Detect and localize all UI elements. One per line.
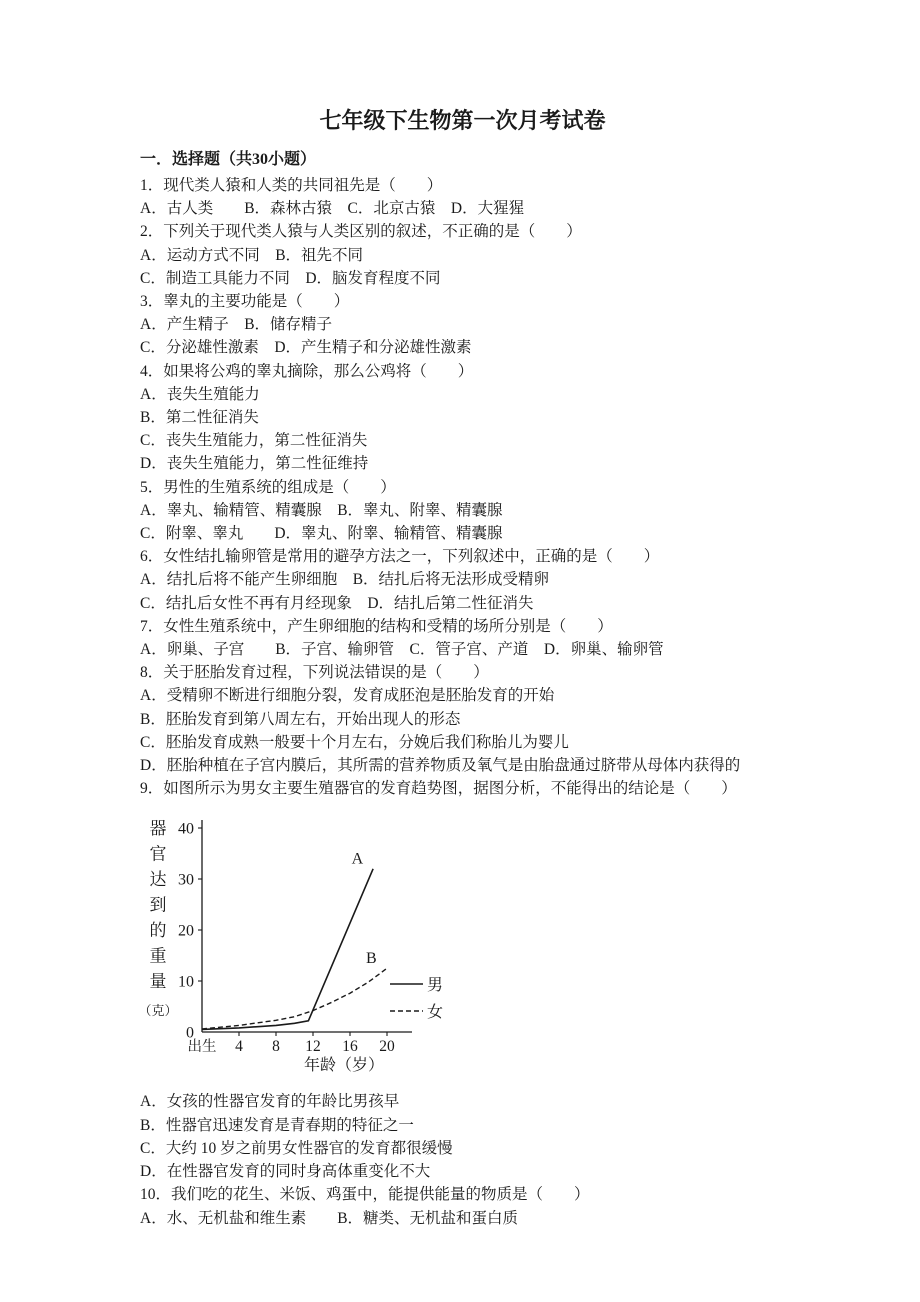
question-line: 7．女性生殖系统中，产生卵细胞的结构和受精的场所分别是（ ） — [140, 617, 613, 635]
option-line: C．丧失生殖能力，第二性征消失 — [140, 432, 368, 450]
y-axis-title-char: 的 — [149, 921, 167, 941]
question-line: 4．如果将公鸡的睾丸摘除，那么公鸡将（ ） — [140, 362, 474, 380]
y-tick-label: 20 — [178, 922, 194, 940]
option-line: B．胚胎发育到第八周左右，开始出现人的形态 — [140, 710, 461, 728]
y-axis-unit: （克） — [140, 1003, 178, 1019]
option-line: A．古人类 B．森林古猿 C．北京古猿 D．大猩猩 — [140, 200, 525, 218]
option-line: C．制造工具能力不同 D．脑发育程度不同 — [140, 269, 441, 287]
x-tick-label: 12 — [305, 1038, 321, 1056]
x-axis-title: 年龄（岁） — [303, 1057, 385, 1075]
option-line: D．丧失生殖能力，第二性征维持 — [140, 455, 369, 473]
document-title: 七年级下生物第一次月考试卷 — [319, 108, 606, 133]
option-line: C．胚胎发育成熟一般要十个月左右，分娩后我们称胎儿为婴儿 — [140, 733, 569, 751]
y-tick-label: 0 — [186, 1024, 194, 1042]
y-axis-title-char: 器 — [149, 819, 167, 839]
x-tick-label: 16 — [342, 1038, 358, 1056]
y-tick-label: 40 — [178, 820, 194, 838]
y-axis-title-char: 重 — [149, 946, 167, 966]
questions-block-after-chart — [140, 1090, 785, 1229]
option-line: B．第二性征消失 — [140, 409, 259, 427]
y-axis-title-char: 量 — [149, 972, 167, 992]
series-line-女 — [202, 969, 387, 1030]
document-content — [140, 104, 785, 1230]
option-line: C．结扎后女性不再有月经现象 D．结扎后第二性征消失 — [140, 594, 534, 612]
x-tick-label: 20 — [379, 1038, 395, 1056]
question-line: 8．关于胚胎发育过程，下列说法错误的是（ ） — [140, 664, 489, 682]
growth-chart-figure — [140, 812, 785, 1082]
option-line: A．睾丸、输精管、精囊腺 B．睾丸、附睾、精囊腺 — [140, 501, 503, 519]
question-line: 10．我们吃的花生、米饭、鸡蛋中，能提供能量的物质是（ ） — [140, 1186, 590, 1204]
series-label-A: A — [351, 851, 364, 869]
series-line-男 — [202, 869, 373, 1030]
y-axis-title-char: 到 — [149, 895, 167, 915]
option-line: A．丧失生殖能力 — [140, 385, 260, 403]
legend-label-男: 男 — [427, 977, 444, 995]
y-tick-label: 10 — [178, 973, 194, 991]
option-line: A．运动方式不同 B．祖先不同 — [140, 246, 364, 264]
x-tick-label: 4 — [235, 1038, 243, 1056]
option-line: C．分泌雄性激素 D．产生精子和分泌雄性激素 — [140, 339, 472, 357]
option-line: A．结扎后将不能产生卵细胞 B．结扎后将无法形成受精卵 — [140, 571, 550, 589]
option-line: C．附睾、睾丸 D．睾丸、附睾、输精管、精囊腺 — [140, 525, 503, 543]
y-axis-title-char: 官 — [149, 844, 167, 864]
y-tick-label: 30 — [178, 871, 194, 889]
growth-chart-svg — [140, 812, 470, 1077]
series-label-B: B — [365, 950, 377, 968]
option-line: A．产生精子 B．储存精子 — [140, 316, 333, 334]
option-line: A．水、无机盐和维生素 B．糖类、无机盐和蛋白质 — [140, 1209, 519, 1227]
questions-block-before-chart — [140, 174, 785, 800]
question-line: 2．下列关于现代类人猿与人类区别的叙述，不正确的是（ ） — [140, 223, 582, 241]
question-line: 3．睾丸的主要功能是（ ） — [140, 293, 350, 311]
option-line: D．胚胎种植在子宫内膜后，其所需的营养物质及氧气是由胎盘通过脐带从母体内获得的 — [140, 757, 741, 775]
option-line: D．在性器官发育的同时身高体重变化不大 — [140, 1163, 431, 1181]
option-line: A．卵巢、子宫 B．子宫、输卵管 C．管子宫、产道 D．卵巢、输卵管 — [140, 641, 664, 659]
x-tick-label: 8 — [272, 1038, 280, 1056]
question-line: 9．如图所示为男女主要生殖器官的发育趋势图，据图分析，不能得出的结论是（ ） — [140, 780, 737, 798]
section-header: 一．选择题（共30小题） — [140, 151, 317, 168]
question-line: 5．男性的生殖系统的组成是（ ） — [140, 478, 396, 496]
option-line: B．性器官迅速发育是青春期的特征之一 — [140, 1116, 414, 1134]
x-tick-label: 出生 — [187, 1039, 217, 1056]
option-line: C．大约 10 岁之前男女性器官的发育都很缓慢 — [140, 1139, 453, 1157]
question-line: 1．现代类人猿和人类的共同祖先是（ ） — [140, 177, 443, 194]
option-line: A．受精卵不断进行细胞分裂，发育成胚泡是胚胎发育的开始 — [140, 687, 555, 705]
y-axis-title-char: 达 — [149, 870, 167, 890]
option-line: A．女孩的性器官发育的年龄比男孩早 — [140, 1093, 400, 1111]
question-line: 6．女性结扎输卵管是常用的避孕方法之一，下列叙述中，正确的是（ ） — [140, 548, 660, 566]
legend-label-女: 女 — [427, 1004, 444, 1022]
